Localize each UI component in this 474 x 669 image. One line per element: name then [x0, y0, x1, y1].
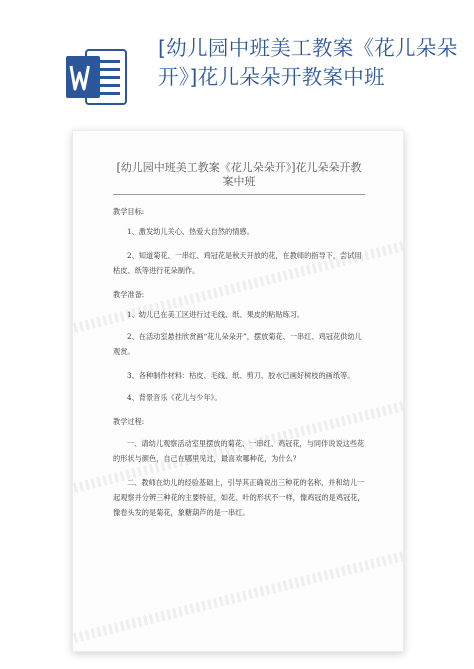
word-icon [64, 44, 130, 110]
list-item: 2、知道菊花、一串红、鸡冠花是秋天开放的花，在教师的指导下，尝试用枯皮、纸等进行花朵制作。 [113, 251, 362, 275]
list-item: 二、教师在幼儿的经验基础上，引导其正确说出三种花的名称，并和幼儿一起观察并分辨三种花的主要特征，如花、叶的形状不一样，像鸡冠的是鸡冠花，像卷头发的是菊花，象糖葫芦的是一串红。 [113, 478, 365, 517]
section-heading: 教学准备: [113, 290, 145, 299]
page-header [0, 0, 474, 120]
section-heading: 教学过程: [113, 417, 145, 426]
list-item: 1、激发幼儿关心、热爱大自然的情感。 [127, 227, 254, 236]
title-divider [113, 194, 365, 195]
list-item: 4、背景音乐《花儿与少年》。 [127, 393, 222, 402]
document-page-title: [幼儿园中班美工教案《花儿朵朵开》]花儿朵朵开教案中班 [158, 36, 458, 89]
list-item: 1、幼儿已在美工区进行过毛线、纸、果皮的粘贴练习。 [127, 310, 305, 319]
section-heading: 教学目标: [113, 207, 145, 216]
document-body [113, 206, 365, 520]
list-item: 一、请幼儿观察活动室里摆放的菊花、一串红、鸡冠花，与同伴说说这些花的形状与颜色，自己在哪里见过，最喜欢哪种花，为什么？ [113, 439, 365, 463]
document-preview [72, 130, 404, 652]
list-item: 3、各种制作材料：枯皮、毛线、纸、剪刀、胶水已画好树枝的画纸等。 [127, 371, 355, 380]
document-title: [幼儿园中班美工教案《花儿朵朵开》]花儿朵朵开教案中班 [116, 161, 362, 188]
list-item: 2、在活动室悬挂欣赏画“花儿朵朵开”，摆放菊花、一串红、鸡冠花供幼儿观赏。 [113, 332, 362, 356]
